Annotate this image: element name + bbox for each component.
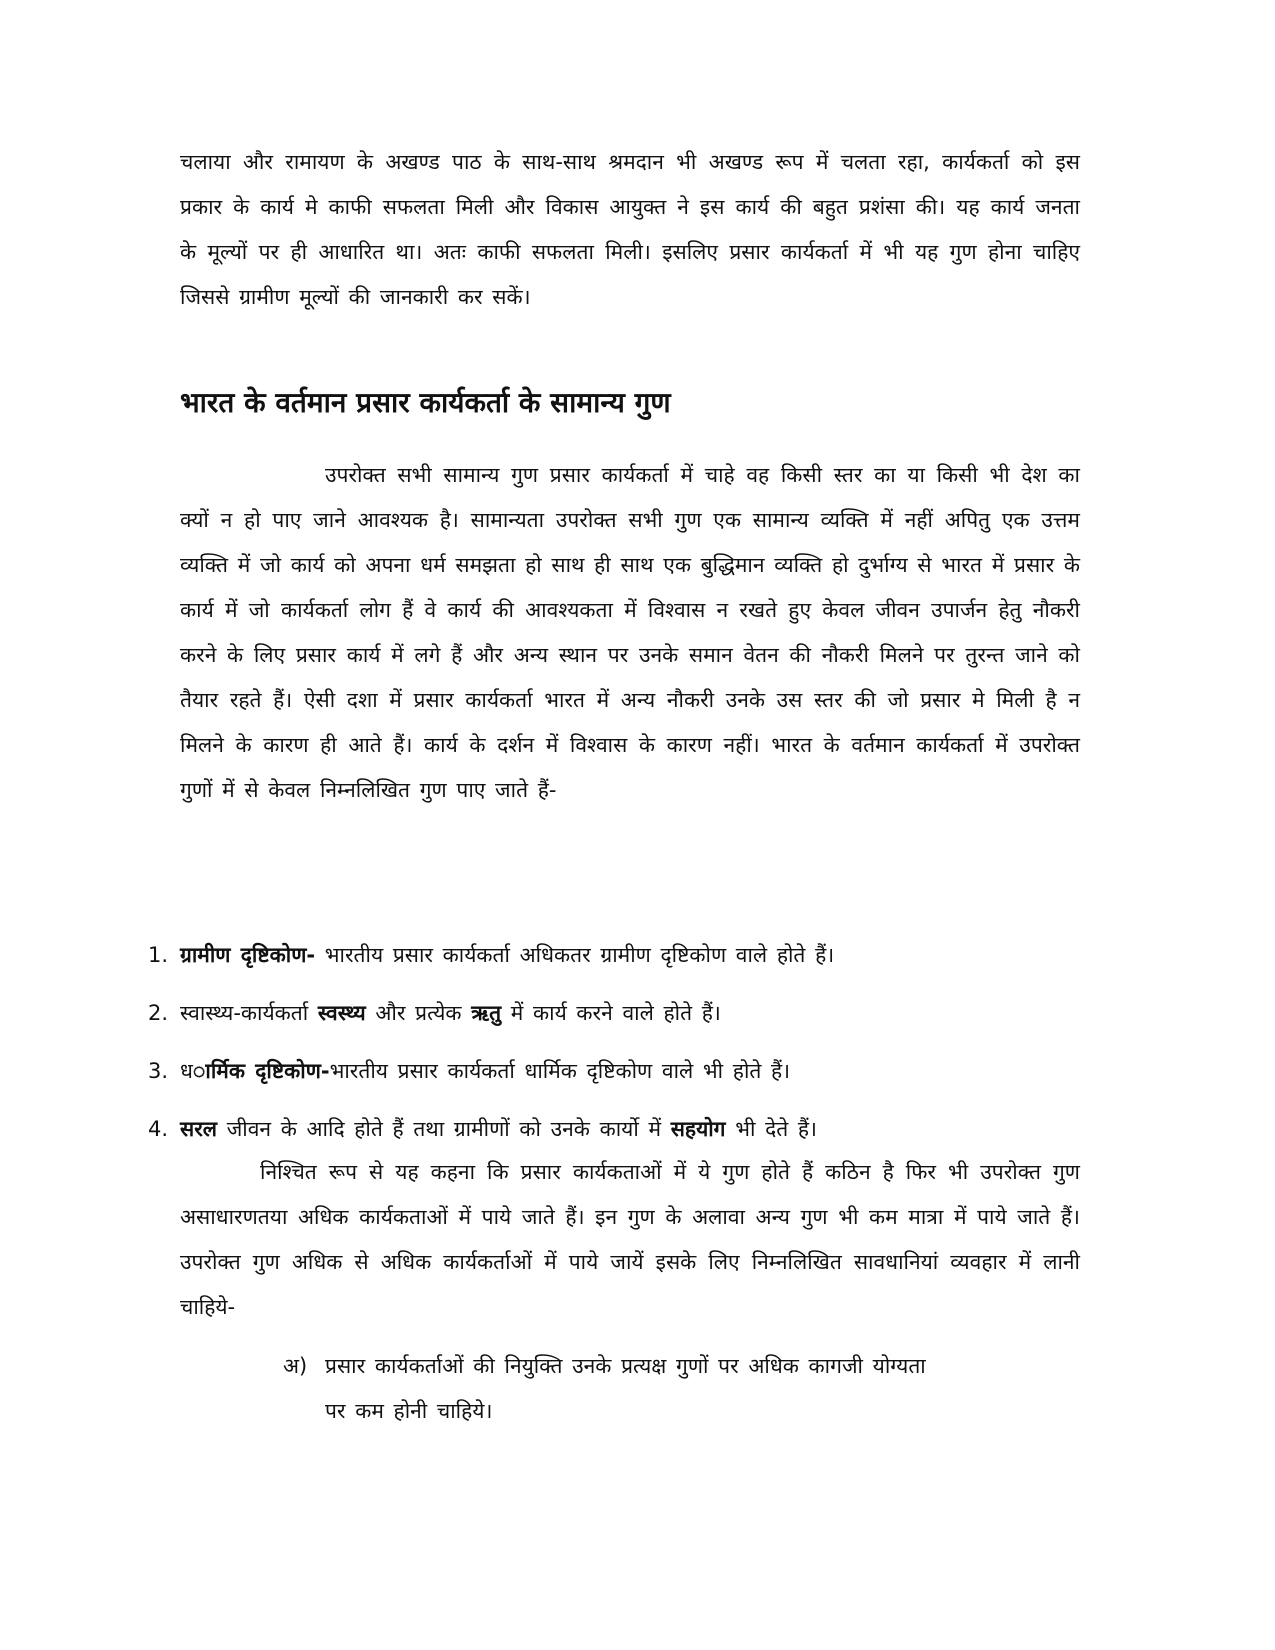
list-item (148, 1042, 1083, 1100)
list-item-text: ध (180, 1059, 193, 1083)
list-item-text: और प्रत्येक (365, 1001, 472, 1025)
paragraph-qualities: उपरोक्त सभी सामान्य गुण प्रसार कार्यकर्ता में चाहे वह किसी स्तर का या किसी भी देश का क्यों न हो पाए जाने आवश्यक है। सामान्यता उपरोक्त सभी गुण एक सामान्य व्यक्ति में नहीं अपितु एक उत्तम व्यक्ति में जो कार्य को अपना धर्म समझता हो साथ ही साथ एक बुद्धिमान व्यक्ति हो दुर्भाग्य से भारत में प्रसार के कार्य में जो कार्यकर्ता लोग हैं वे कार्य की आवश्यकता में विश्वास न रखते हुए केवल जीवन उपार्जन हेतु नौकरी करने के लिए प्रसार कार्य में लगे हैं और अन्य स्थान पर उनके समान वेतन की नौकरी मिलने पर तुरन्त जाने को तैयार रहते हैं। ऐसी दशा में प्रसार कार्यकर्ता भारत में अन्य नौकरी उनके उस स्तर की जो प्रसार मे मिली है न मिलने के कारण ही आते हैं। कार्य के दर्शन में विश्वास के कारण नहीं। भारत के वर्तमान कार्यकर्ता में उपरोक्त गुणों में से केवल निम्नलिखित गुण पाए जाते हैं- (180, 463, 1080, 802)
paragraph-intro: चलाया और रामायण के अखण्ड पाठ के साथ-साथ श्रमदान भी अखण्ड रूप में चलता रहा, कार्यकर्ता को इस प्रकार के कार्य मे काफी सफलता मिली और विकास आयुक्त ने इस कार्य की बहुत प्रशंसा की। यह कार्य जनता के मूल्यों पर ही आधारित था। अतः काफी सफलता मिली। इसलिए प्रसार कार्यकर्ता में भी यह गुण होना चाहिए जिससे ग्रामीण मूल्यों की जानकारी कर सकें। (180, 150, 1080, 309)
section-heading: भारत के वर्तमान प्रसार कार्यकर्ता के सामान्य गुण (180, 386, 671, 419)
list-item-number: 1. (148, 943, 169, 967)
list-item (148, 926, 1083, 984)
list-item-text: भी देते हैं। (725, 1117, 817, 1141)
list-item-text: भारतीय प्रसार कार्यकर्ता धार्मिक दृष्टिकोण वाले भी होते हैं। (329, 1059, 791, 1083)
list-item-text: भारतीय प्रसार कार्यकर्ता अधिकतर ग्रामीण दृष्टिकोण वाले होते हैं। (315, 943, 835, 967)
list-item-text: जीवन के आदि होते हैं तथा ग्रामीणों को उनके कार्यो में (217, 1117, 671, 1141)
list-item-bold: ग्रामीण दृष्टिकोण- (180, 943, 316, 967)
qualities-list (148, 926, 1083, 1158)
sub-item-text-continued: पर कम होनी चाहिये। (325, 1399, 493, 1423)
list-item-bold: सहयोग (670, 1117, 726, 1141)
list-item (148, 984, 1083, 1042)
list-item-bold: सरल (180, 1117, 218, 1141)
paragraph-precautions: निश्चित रूप से यह कहना कि प्रसार कार्यकताओं में ये गुण होते हैं कठिन है फिर भी उपरोक्त गुण असाधारणतया अधिक कार्यकताओं में पाये जाते हैं। इन गुण के अलावा अन्य गुण भी कम मात्रा में पाये जाते हैं। उपरोक्त गुण अधिक से अधिक कार्यकर्ताओं में पाये जायें इसके लिए निम्नलिखित सावधानियां व्यवहार में लानी चाहिये- (180, 1160, 1080, 1319)
sub-item-marker: अ) (283, 1354, 308, 1378)
list-item-text: में कार्य करने वाले होते हैं। (501, 1001, 721, 1025)
list-item-text: स्वास्थ्य-कार्यकर्ता (180, 1001, 318, 1025)
sub-item-text: प्रसार कार्यकर्ताओं की नियुक्ति उनके प्रत्यक्ष गुणों पर अधिक कागजी योग्यता (325, 1354, 926, 1378)
list-item-bold: ऋतु (471, 1001, 502, 1025)
list-item-bold: स्वस्थ्य (317, 1001, 366, 1025)
list-item-number: 3. (148, 1059, 169, 1083)
list-item-bold: ार्मिक दृष्टिकोण- (192, 1059, 330, 1083)
list-item-number: 2. (148, 1001, 169, 1025)
list-item-number: 4. (148, 1117, 169, 1141)
sub-item (283, 1344, 1080, 1434)
